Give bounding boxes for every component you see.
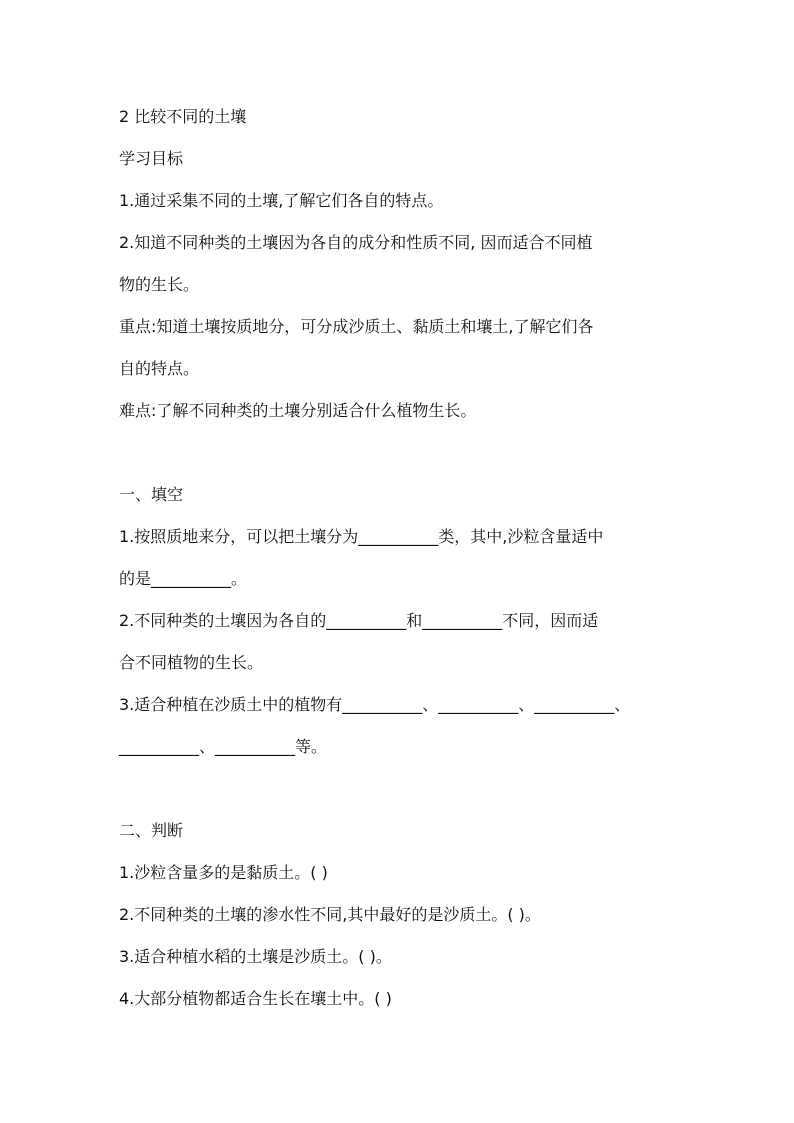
worksheet-page <box>119 101 689 1025</box>
lesson-title: 2 比较不同的土壤 <box>119 107 247 126</box>
objective-2-line-1: 2.知道不同种类的土壤因为各自的成分和性质不同, 因而适合不同植 <box>119 233 593 252</box>
fill-section-heading: 一、填空 <box>119 485 184 504</box>
fill-question-1-line-2: 的是__________。 <box>119 569 248 588</box>
fill-question-3-line-1: 3.适合种植在沙质土中的植物有__________、__________、__________、 <box>119 695 631 714</box>
key-point-line-1: 重点:知道土壤按质地分，可分成沙质土、黏质土和壤土,了解它们各 <box>119 317 594 336</box>
judge-question-4: 4.大部分植物都适合生长在壤土中。( ) <box>119 989 392 1008</box>
fill-question-2-line-1: 2.不同种类的土壤因为各自的__________和__________不同，因而适 <box>119 611 599 630</box>
section-gap <box>119 437 689 479</box>
judge-question-3: 3.适合种植水稻的土壤是沙质土。( )。 <box>119 947 392 966</box>
objectives-heading: 学习目标 <box>119 149 184 168</box>
judge-question-2: 2.不同种类的土壤的渗水性不同,其中最好的是沙质土。( )。 <box>119 905 541 924</box>
section-gap <box>119 773 689 815</box>
fill-question-3-line-2: __________、__________等。 <box>119 737 328 756</box>
objective-1: 1.通过采集不同的土壤,了解它们各自的特点。 <box>119 191 444 210</box>
fill-question-2-line-2: 合不同植物的生长。 <box>119 653 264 672</box>
judge-question-1: 1.沙粒含量多的是黏质土。( ) <box>119 863 328 882</box>
difficulty-point: 难点:了解不同种类的土壤分别适合什么植物生长。 <box>119 401 477 420</box>
key-point-line-2: 自的特点。 <box>119 359 200 378</box>
objective-2-line-2: 物的生长。 <box>119 275 200 294</box>
judge-section-heading: 二、判断 <box>119 821 184 840</box>
fill-question-1-line-1: 1.按照质地来分，可以把土壤分为__________类，其中,沙粒含量适中 <box>119 527 604 546</box>
